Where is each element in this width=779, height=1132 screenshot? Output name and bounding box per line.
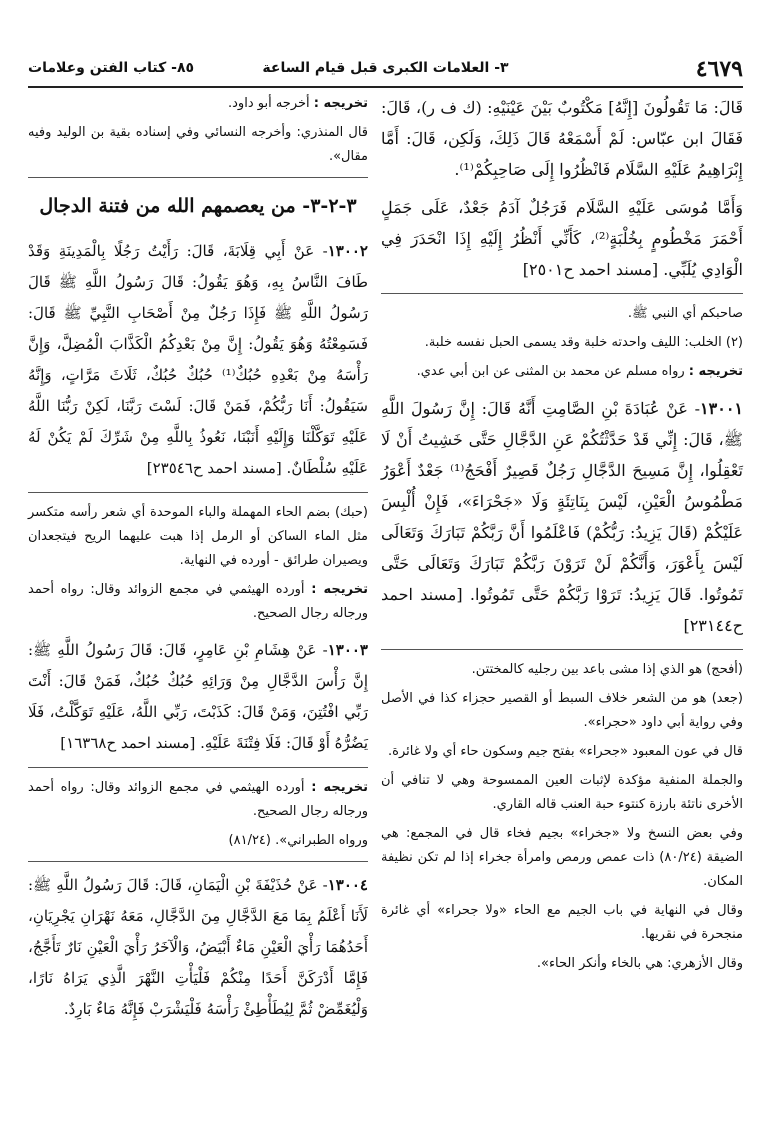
hadith-13003 — [28, 631, 368, 759]
takhrij-haythami-1 — [28, 578, 368, 626]
note-afhaj: (أفحج) هو الذي إذا مشى باعد بين رجليه كالمختتن. — [471, 662, 743, 677]
book-title: ٨٥- كتاب الفتن وعلامات — [28, 60, 195, 76]
mundhiri-note: قال المنذري: وأخرجه النسائي وفي إسناده بقية بن الوليد وفيه مقال». — [28, 125, 368, 164]
hadith-text: - عَنْ عُبَادَةَ بْنِ الصَّامِتِ أَنَّهُ قَالَ: إِنَّ رَسُولَ اللَّهِ ﷺ، قَالَ: إِنِّي قَدْ حَدَّثْتُكُمْ عَنِ الدَّجَّالِ حَتَّى خَشِيتُ أَنْ لَا تَعْقِلُوا، إِنَّ مَسِيحَ الدَّجَّالِ رَجُلٌ قَصِيرٌ أَفْحَجُ⁽¹⁾ جَعْدٌ أَعْوَرُ مَطْمُوسُ الْعَيْنِ، لَيْسَ بِنَاتِئَةٍ وَلَا «جَحْرَاءَ»، فَإِنْ أُلْبِسَ عَلَيْكُمْ (قَالَ يَزِيدُ: رَبُّكُمْ) فَاعْلَمُوا أَنَّ رَبَّكُمْ تَبَارَكَ وَتَعَالَى لَيْسَ بِأَعْوَرَ، وَأَنَّكُمْ لَنْ تَرَوْنَ رَبَّكُمْ تَبَارَكَ وَتَعَالَى حَتَّى تَمُوتُوا. قَالَ يَزِيدُ: تَرَوْا رَبَّكُمْ حَتَّى تَمُوتُوا. [مسند احمد ح٢٣١٤٤] — [381, 399, 743, 635]
takhrij-text: رواه مسلم عن محمد بن المثنى عن ابن أبي عدي. — [416, 364, 685, 379]
hadith-text: - عَنْ أَبِي قِلَابَةَ، قَالَ: رَأَيْتُ رَجُلًا بِالْمَدِينَةِ وَقَدْ طَافَ النَّاسُ بِهِ، وَهُوَ يَقُولُ: قَالَ رَسُولُ اللَّهِ ﷺ قَالَ رَسُولُ اللَّهِ ﷺ فَإِذَا رَجُلٌ مِنْ أَصْحَابِ النَّبِيِّ ﷺ قَالَ: فَسَمِعْتُهُ وَهُوَ يَقُولُ: إِنَّ مِنْ بَعْدِكُمُ الْكَذَّابَ الْمُضِلَّ، وَإِنَّ رَأْسَهُ مِنْ بَعْدِهِ حُبُكٌ⁽¹⁾ حُبُكٌ حُبُكٌ، ثَلَاثَ مَرَّاتٍ، وَإِنَّهُ سَيَقُولُ: أَنَا رَبُّكُمْ، فَمَنْ قَالَ: لَسْتَ رَبَّنَا، لَكِنْ رَبُّنَا اللَّهُ عَلَيْهِ تَوَكَّلْنَا وَإِلَيْهِ أَنَبْنَا، نَعُوذُ بِاللَّهِ مِنْ شَرِّكَ لَمْ يَكُنْ لَهُ عَلَيْهِ سُلْطَانٌ. [مسند احمد ح٢٣٥٤٦] — [28, 242, 368, 477]
hadith-13002 — [28, 236, 368, 484]
hadith-paragraph-musa: وَأَمَّا مُوسَى عَلَيْهِ السَّلَام فَرَجُلٌ آدَمُ جَعْدٌ، عَلَى جَمَلٍ أَحْمَرَ مَخْطُومٍ بِخُلْبَةٍ⁽²⁾، كَأَنِّي أَنْظُرُ إِلَيْهِ إِذَا انْحَدَرَ فِي الْوَادِي يُلَبِّي. [مسند احمد ح٢٥٠١] — [381, 198, 743, 279]
footnote-1: صاحبكم أي النبي ﷺ. — [627, 306, 743, 321]
note-majma: وفي بعض النسخ ولا «جخراء» بجيم فخاء قال في المجمع: هي الضيقة (٨٠/٢٤) ذات عمص ورمص وامرأة جخراء إذا لم تكن نظيفة المكان. — [381, 826, 743, 889]
note-hubuk: (حبك) بضم الحاء المهملة والباء الموحدة أي شعر رأسه متكسر مثل الماء الساكن أو الرمل إذا هبت عليهما الريح فيتجعدان ويصيران طرائق - أورده في النهاية. — [28, 505, 368, 568]
note-azhari: وقال الأزهري: هي بالخاء وأنكر الحاء». — [536, 956, 743, 971]
hadith-text: - عَنْ هِشَامِ بْنِ عَامِرٍ، قَالَ: قَالَ رَسُولُ اللَّهِ ﷺ: إِنَّ رَأْسَ الدَّجَّالِ مِنْ وَرَائِهِ حُبُكٌ حُبُكٌ، فَمَنْ قَالَ: أَنْتَ رَبِّي افْتُتِنَ، وَمَنْ قَالَ: كَذَبْتَ، رَبِّي اللَّهُ، عَلَيْهِ تَوَكَّلْتُ، فَلَا يَضُرُّهُ أَوْ قَالَ: فَلَا فِتْنَةَ عَلَيْهِ. [مسند احمد ح١٦٣٦٨] — [28, 641, 368, 752]
note-jumla: والجملة المنفية مؤكدة لإثبات العين الممسوحة وهي لا تنافي أن الأخرى ناتئة بارزة كنتوء حبة العنب قاله القاري. — [381, 773, 743, 812]
hadith-continuation: قَالَ: مَا تَقُولُونَ [إِنَّهُ] مَكْتُوبٌ بَيْنَ عَيْنَيْهِ: (ك ف ر)، قَالَ: فَقَالَ ابن عبّاس: لَمْ أَسْمَعْهُ قَالَ ذَلِكَ، وَلَكِن، قَالَ: أَمَّا إِبْرَاهِيمُ عَلَيْهِ السَّلَام فَانْظُرُوا إِلَى صَاحِبِكُمْ⁽¹⁾. — [381, 98, 743, 179]
takhrij-text: أورده الهيثمي في مجمع الزوائد وقال: رواه أحمد ورجاله رجال الصحيح. — [28, 582, 368, 621]
footnote-separator — [28, 492, 368, 493]
tabarani-note: ورواه الطبراني». (٨١/٢٤) — [228, 833, 368, 848]
hadith-13001 — [381, 389, 743, 641]
note-jaad: (جعد) هو من الشعر خلاف السبط أو القصير حجزاء كذا في الأصل وفي رواية أبي داود «حجراء». — [381, 691, 743, 730]
hadith-number: ١٣٠٠١ — [700, 399, 743, 418]
takhrij-abu-dawud — [28, 92, 368, 116]
takhrij-text: أخرجه أبو داود. — [228, 96, 310, 111]
takhrij-text: أورده الهيثمي في مجمع الزوائد وقال: رواه أحمد ورجاله رجال الصحيح. — [28, 780, 368, 819]
takhrij-label: تخريجه : — [688, 364, 743, 379]
section-separator — [28, 861, 368, 862]
hadith-text: - عَنْ حُذَيْفَةَ بْنِ الْيَمَانِ، قَالَ: قَالَ رَسُولُ اللَّهِ ﷺ: لَأَنَا أَعْلَمُ بِمَا مَعَ الدَّجَّالِ مِنَ الدَّجَّالِ، مَعَهُ نَهْرَانِ يَجْرِيَانِ، أَحَدُهُمَا رَأْيَ الْعَيْنِ مَاءٌ أَبْيَضُ، وَالْآخَرُ رَأْيَ الْعَيْنِ نَارٌ تَأَجَّجُ، فَإِمَّا أَدْرَكَنَّ أَحَدًا مِنْكُمْ فَلْيَأْتِ النَّهْرَ الَّذِي يَرَاهُ نَارًا، وَلْيُغَمِّضْ ثُمَّ لِيُطَأْطِئْ رَأْسَهُ فَلْيَشْرَبْ فَإِنَّهُ مَاءٌ بَارِدٌ. — [28, 876, 368, 1018]
page-number: ٤٦٧٩ — [695, 56, 743, 82]
hadith-number: ١٣٠٠٢ — [327, 242, 368, 260]
chapter-title: ٣- العلامات الكبرى قبل قيام الساعة — [262, 60, 509, 76]
hadith-13004 — [28, 870, 368, 1025]
section-separator — [28, 177, 368, 178]
hadith-number: ١٣٠٠٤ — [327, 876, 368, 894]
footnote-separator — [381, 649, 743, 650]
page-header — [28, 54, 743, 84]
note-nihaya: وقال في النهاية في باب الجيم مع الحاء «ولا جحراء» أي غائرة منجحرة في نقريها. — [381, 903, 743, 942]
footnote-separator — [381, 293, 743, 294]
takhrij-label: تخريجه : — [311, 780, 368, 795]
takhrij-haythami-2 — [28, 776, 368, 824]
right-column — [381, 92, 743, 981]
takhrij-muslim — [381, 360, 743, 384]
takhrij-label: تخريجه : — [313, 96, 368, 111]
takhrij-label: تخريجه : — [311, 582, 368, 597]
hadith-number: ١٣٠٠٣ — [327, 641, 368, 659]
footnote-2: (٢) الخلب: الليف واحدته خلبة وقد يسمى الحبل نفسه خلبة. — [424, 335, 743, 350]
footnote-separator — [28, 767, 368, 768]
left-column — [28, 92, 368, 1032]
header-rule — [28, 86, 743, 88]
note-awn: قال في عون المعبود «جحراء» بفتح جيم وسكون حاء أي ولا غائرة. — [388, 744, 743, 759]
section-title: ٣-٢-٣- من يعصمهم الله من فتنة الدجال — [39, 195, 357, 217]
